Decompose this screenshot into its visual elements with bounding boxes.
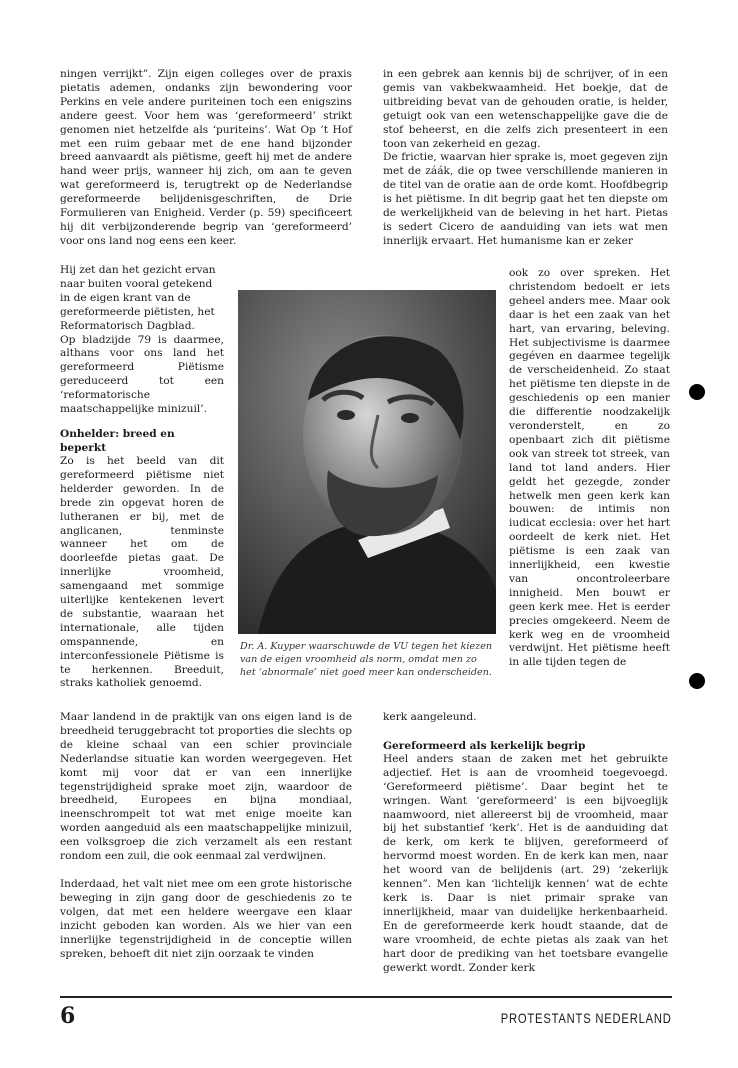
subheading: Onhelder: breed en beperkt [60,427,175,454]
paragraph: Zo is het beeld van dit gereformeerd piëtisme niet helderder geworden. In de brede zin opgevat horen de lutheranen er bij, met de anglicanen, tenminste wanneer het om de doorleefde pietas gaat. De innerlijke vroomheid, samengaand met sommige uiterlijke kentekenen levert de substantie, waaraan het internationale, alle tijden omspannende, en interconfessionele Piëtisme is te herkennen. Breeduit, straks katholiek genoemd. [60,454,224,690]
paragraph: Heel anders staan de zaken met het gebruikte adjectief. Het is aan de vroomheid toegevoegd. ‘Gereformeerd piëtisme’. Daar begint het te wringen. Want ‘gereformeerd’ is een bijvoeglijk naamwoord, niet allereerst bij de vroomheid, maar bij het substantief ‘kerk’. Het is de aanduiding dat de kerk, om kerk te blijven, gereformeerd of hervormd moest worden. En de kerk kan men, naar het woord van de belijdenis (art. 29) ‘zekerlijk kennen”. Men kan ‘lichtelijk kennen’ wat de echte kerk is. Daar is niet primair sprake van innerlijkheid, maar van duidelijke herkenbaarheid. En de gereformeerde kerk houdt staande, dat de ware vroomheid, de echte pietas als zaak van het hart door de prediking van het toetsbare evangelie gewerkt wordt. Zonder kerk [383,752,668,974]
binder-hole-icon [689,673,705,689]
footer-rule [60,996,672,998]
paragraph: ningen verrijkt”. Zijn eigen colleges over de praxis pietatis ademen, ondanks zijn bewondering voor Perkins en vele andere puriteinen toch een enigszins andere geest. Voor hem was ‘gereformeerd’ strikt genomen niet hetzelfde als ‘puriteins’. Wat Op ’t Hof met een ruim gebaar met de ene hand bijzonder breed aanvaardt als piëtisme, geeft hij met de andere hand weer prijs, wanneer hij zich, om aan te geven wat gereformeerd is, terugtrekt op de Nederlandse gereformeerde belijdenisgeschriften, de Drie Formulieren van Enigheid. Verder (p. 59) specificeert hij dit verbijzonderende begrip van ‘gereformeerd’ voor ons land nog eens een keer. [60,68,352,247]
right-column-top [383,68,668,249]
right-narrow-column [509,267,670,670]
portrait-image [238,290,496,634]
paragraph: in een gebrek aan kennis bij de schrijver, of in een gemis van vakbekwaamheid. Het boekje, dat de uitbreiding bevat van de gehouden oratie, is helder, getuigt ook van een wetenschappelijke gave die de stof beheerst, en die zelfs zich presenteert in een toon van zekerheid en gezag. [383,68,668,150]
left-column-top [60,68,352,249]
photo-caption: Dr. A. Kuyper waarschuwde de VU tegen het kiezen van de eigen vroomheid als norm, omdat men zo het ‘abnormale’ niet goed meer kan onderscheiden. [240,641,493,678]
publication-name: PROTESTANTS NEDERLAND [501,1010,672,1026]
paragraph: Inderdaad, het valt niet mee om een grote historische beweging in zijn gang door de geschiedenis zo te volgen, dat met een heldere weergave een klaar inzicht geboden kan worden. Als we hier van een innerlijke tegenstrijdigheid in de conceptie willen spreken, behoeft dit niet zijn oorzaak te vinden [60,877,352,960]
paragraph: Op bladzijde 79 is daarmee, althans voor ons land het gereformeerd Piëtisme gereduceerd tot een ‘reformatorische maatschappelijke minizuil’. [60,333,224,416]
page-number: 6 [60,1003,76,1029]
portrait-photo [238,290,496,634]
subheading: Gereformeerd als kerkelijk begrip [383,739,586,752]
binder-hole-icon [689,384,705,400]
paragraph: ook zo over spreken. Het christendom bedoelt er iets geheel anders mee. Maar ook daar is het een zaak van het hart, van ervaring, beleving. Het subjectivisme is daarmee gegéven en daarmee tegelijk de verscheidenheid. Zo staat het piëtisme ten diepste in de geschiedenis op een manier die differentie noodzakelijk veronderstelt, en zo openbaart zich dit piëtisme ook van streek tot streek, van land tot land anders. Hier geldt het gezegde, zonder hetwelk men geen kerk kan bouwen: de intimis non iudicat ecclesia: over het hart oordeelt de kerk niet. Het piëtisme is een zaak van innerlijkheid, een kwestie van oncontroleerbare innigheid. Men bouwt er geen kerk mee. Het is eerder precies omgekeerd. Neem de kerk weg en de vroomheid verdwijnt. Het piëtisme heeft in alle tijden tegen de [509,267,670,669]
paragraph: Hij zet dan het gezicht ervan naar buiten vooral getekend in de eigen krant van de gereformeerde piëtisten, het Reformatorisch Dagblad. [60,264,216,332]
left-narrow-column [60,264,224,691]
paragraph: Maar landend in de praktijk van ons eigen land is de breedheid teruggebracht tot proporties die slechts op de kleine schaal van een schier provinciale Nederlandse situatie kan worden weergegeven. Het komt mij voor dat er van een innerlijke tegenstrijdigheid sprake moet zijn, waardoor de breedheid, Europees en bijna mondiaal, ineenschrompelt tot wat met enige moeite kan worden aangeduid als een maatschappelijke minizuil, een volksgroep die zich verzamelt als een restant rondom een zuil, die ook eenmaal zal verdwijnen. [60,711,352,863]
left-column-bottom [60,711,352,961]
right-column-bottom [383,711,668,975]
paragraph: kerk aangeleund. [383,711,477,723]
paragraph: De frictie, waarvan hier sprake is, moet gegeven zijn met de záák, die op twee verschillende manieren in de titel van de oratie aan de orde komt. Hoofdbegrip is het piëtisme. In dit begrip gaat het ten diepste om de werkelijkheid van de beleving in het hart. Pietas is sedert Cicero de aanduiding van iets wat men innerlijk ervaart. Het humanisme kan er zeker [383,151,668,247]
